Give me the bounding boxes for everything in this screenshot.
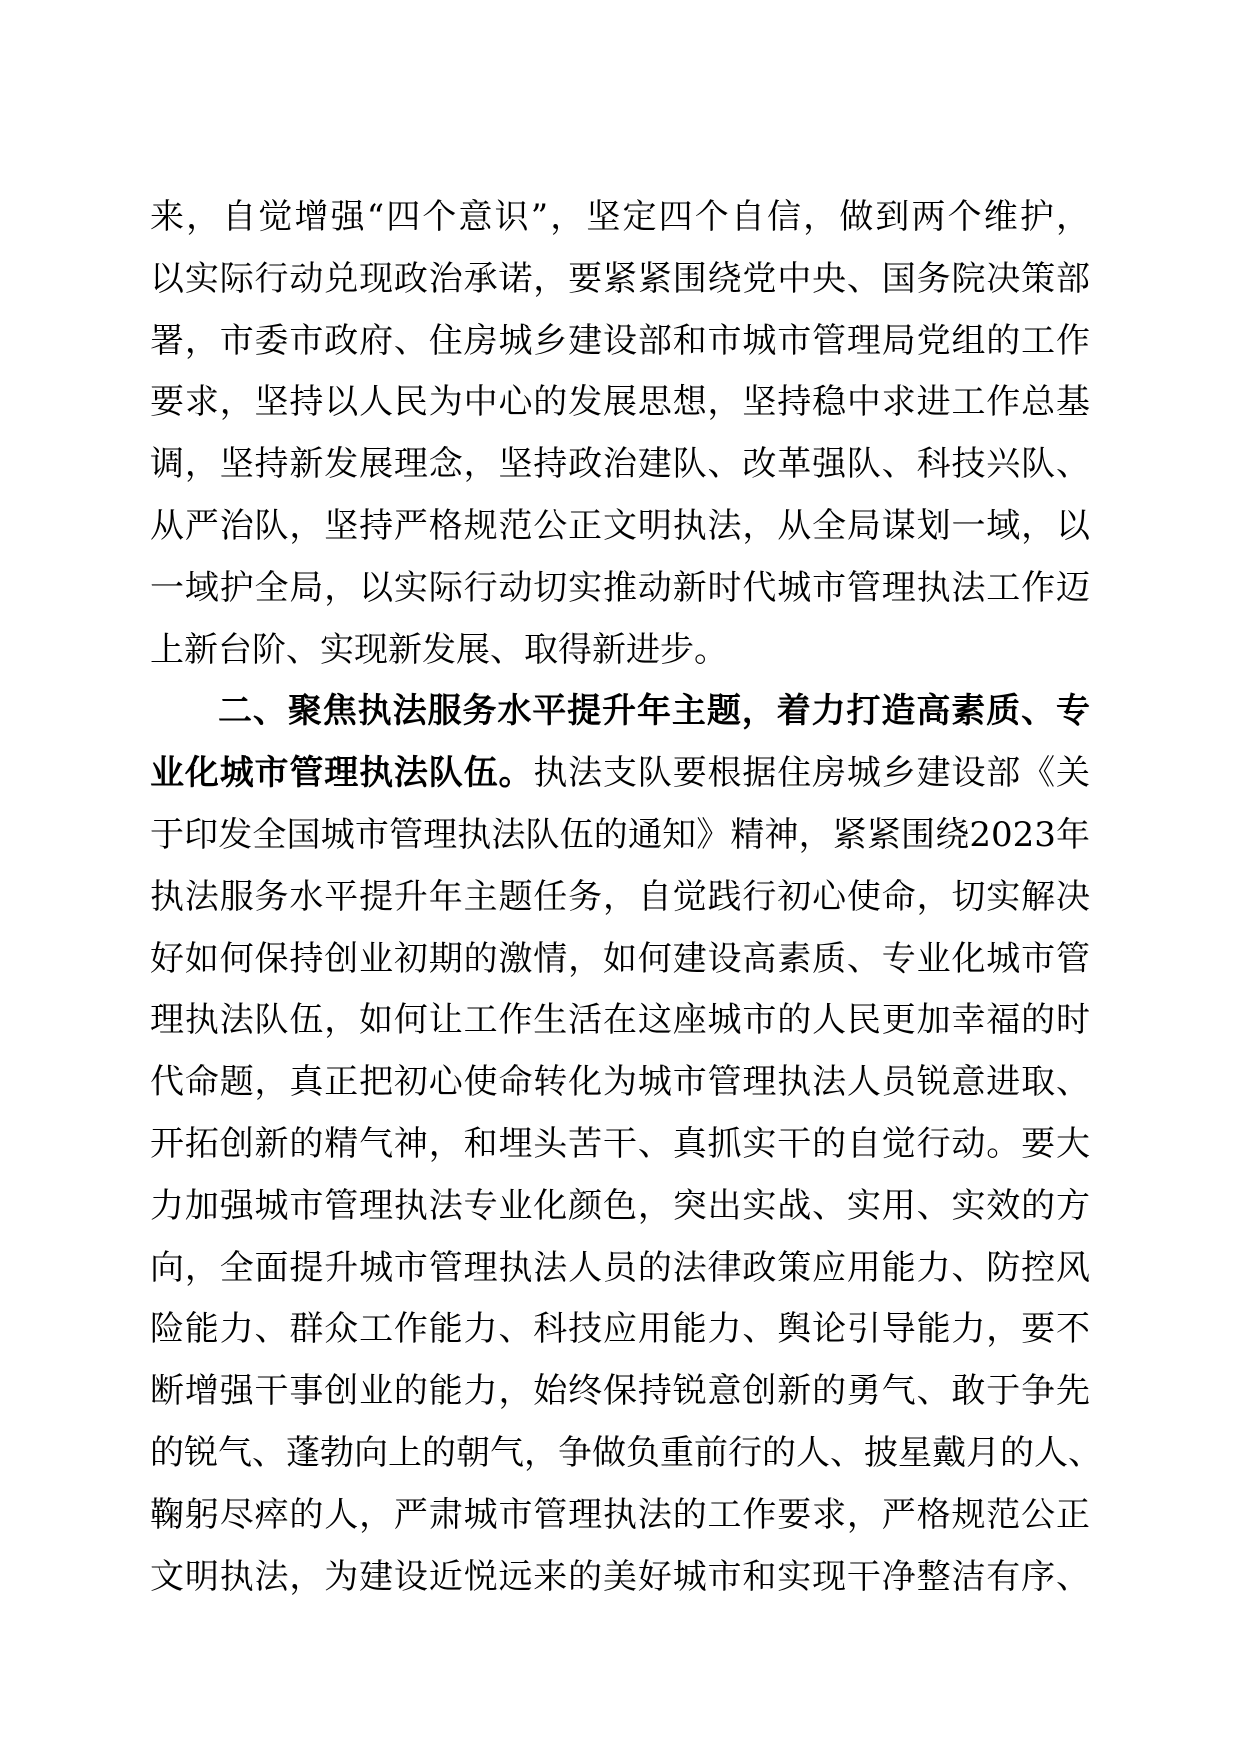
section-heading: 二、聚焦执法服务水平提升年主题，着力打造高素质、专	[218, 691, 1090, 732]
text-line: 从严治队，坚持严格规范公正文明执法，从全局谋划一域，以	[150, 505, 1090, 546]
text-line: 调，坚持新发展理念，坚持政治建队、改革强队、科技兴队、	[150, 444, 1090, 485]
text-line: 好如何保持创业初期的激情，如何建设高素质、专业化城市管	[150, 938, 1090, 979]
text-line: 署，市委市政府、住房城乡建设部和市城市管理局党组的工作	[150, 320, 1090, 361]
text-line: 鞠躬尽瘁的人，严肃城市管理执法的工作要求，严格规范公正	[150, 1494, 1090, 1535]
text-line: 理执法队伍，如何让工作生活在这座城市的人民更加幸福的时	[150, 1000, 1090, 1041]
text-line: 要求，坚持以人民为中心的发展思想，坚持稳中求进工作总基	[150, 382, 1090, 423]
text-line: 来，自觉增强“四个意识”，坚定四个自信，做到两个维护，	[150, 197, 1090, 237]
text-line: 的锐气、蓬勃向上的朝气，争做负重前行的人、披星戴月的人、	[150, 1432, 1102, 1473]
text-line: 代命题，真正把初心使命转化为城市管理执法人员锐意进取、	[150, 1062, 1090, 1103]
text-line: 力加强城市管理执法专业化颜色，突出实战、实用、实效的方	[150, 1185, 1090, 1226]
section-heading: 业化城市管理执法队伍。	[150, 753, 534, 794]
section-heading-line: 业化城市管理执法队伍。执法支队要根据住房城乡建设部《关	[150, 753, 1091, 794]
document-body	[150, 187, 1102, 1608]
text-line: 一域护全局，以实际行动切实推动新时代城市管理执法工作迈	[150, 567, 1090, 608]
text-line: 险能力、群众工作能力、科技应用能力、舆论引导能力，要不	[150, 1309, 1090, 1350]
text-line: 文明执法，为建设近悦远来的美好城市和实现干净整洁有序、	[150, 1556, 1090, 1597]
text-line: 断增强干事创业的能力，始终保持锐意创新的勇气、敢于争先	[150, 1371, 1090, 1412]
text-line: 执法服务水平提升年主题任务，自觉践行初心使命，切实解决	[150, 876, 1090, 917]
text-line: 上新台阶、实现新发展、取得新进步。	[150, 629, 728, 670]
text-line: 以实际行动兑现政治承诺，要紧紧围绕党中央、国务院决策部	[150, 258, 1090, 299]
text-line: 开拓创新的精气神，和埋头苦干、真抓实干的自觉行动。要大	[150, 1123, 1090, 1164]
text-line: 向，全面提升城市管理执法人员的法律政策应用能力、防控风	[150, 1247, 1090, 1288]
text-line: 于印发全国城市管理执法队伍的通知》精神，紧紧围绕2023年	[150, 814, 1090, 855]
section-heading-line	[150, 681, 1090, 743]
